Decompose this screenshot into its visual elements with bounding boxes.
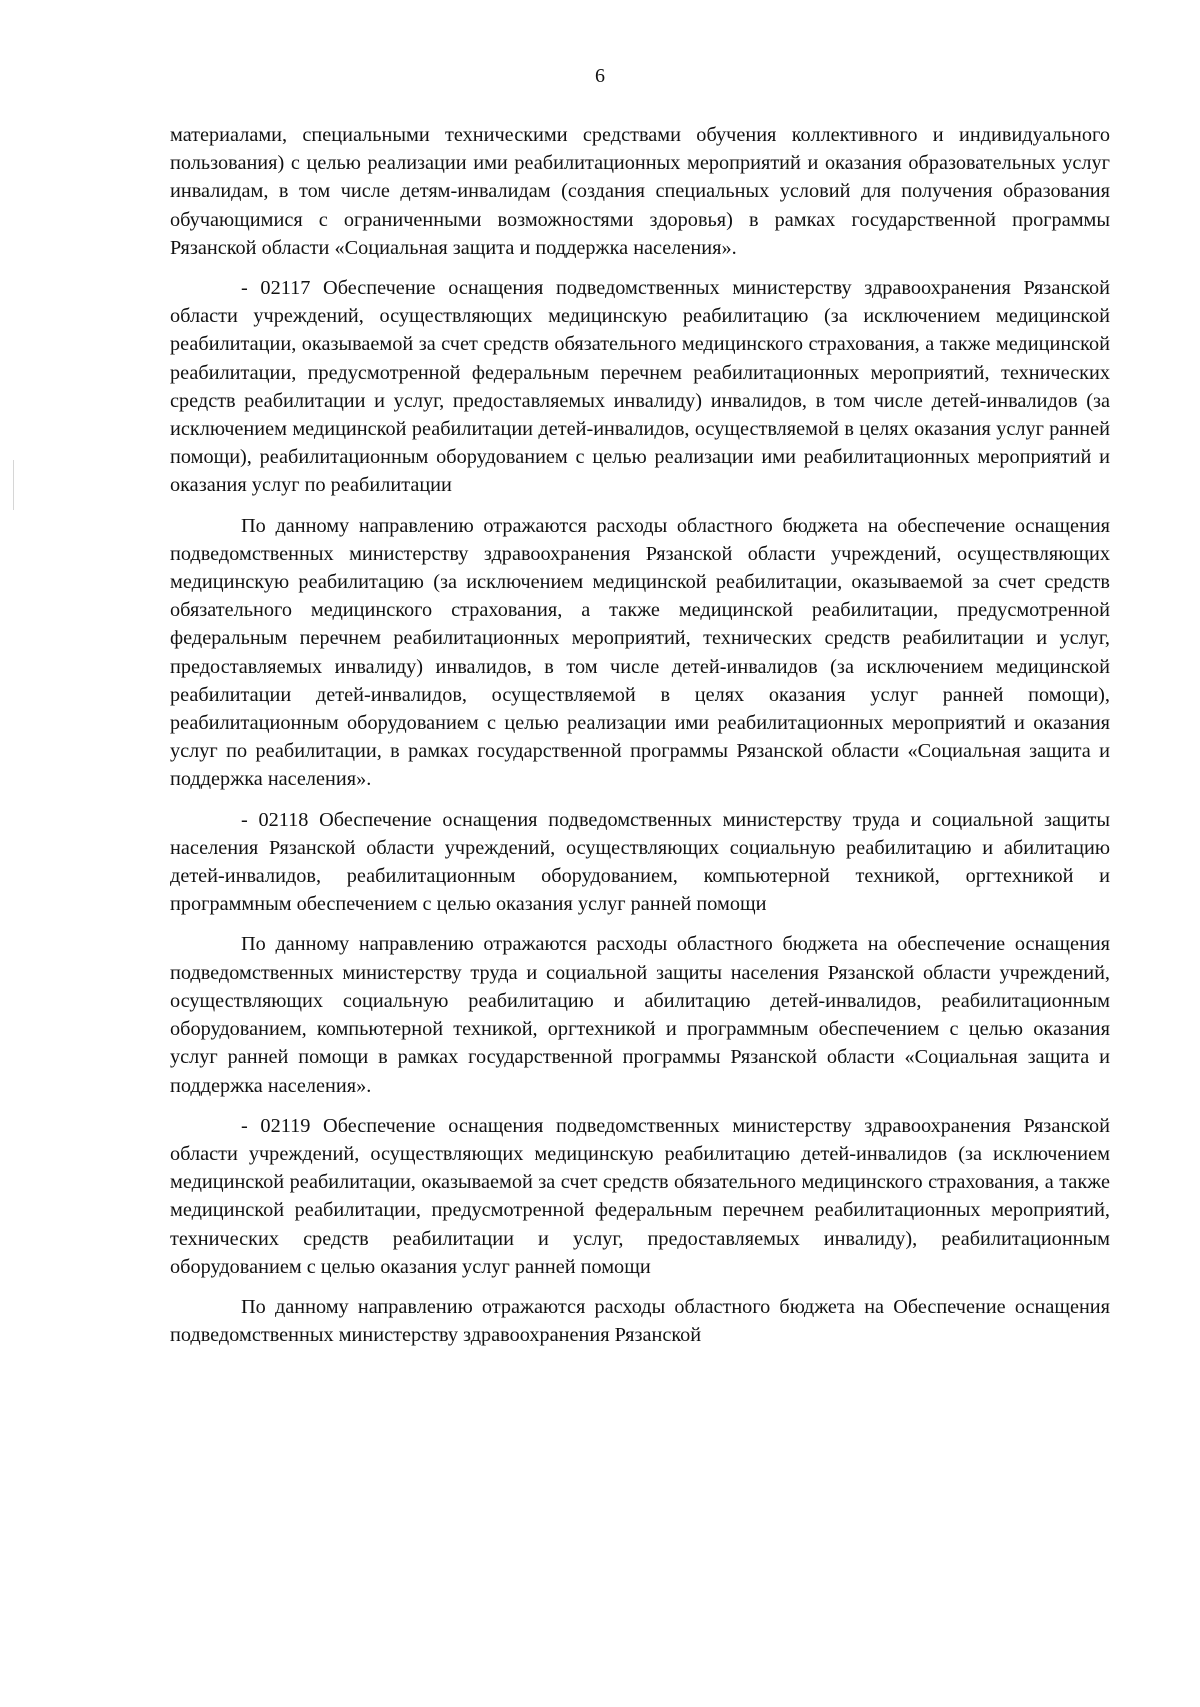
paragraph-continuation: материалами, специальными техническими средствами обучения коллективного и индивидуального пользования) с целью реализации ими реабилитационных мероприятий и оказания образовательных услуг инвалидам, в том числе детям-инвалидам (создания специальных условий для получения образования обучающимися с ограниченными возможностями здоровья) в рамках государственной программы Рязанской области «Социальная защита и поддержка населения». xyxy=(170,124,1110,259)
document-body xyxy=(170,121,1110,1349)
paragraph-description-02118: По данному направлению отражаются расходы областного бюджета на обеспечение оснащения подведомственных министерству труда и социальной защиты населения Рязанской области учреждений, осуществляющих социальную реабилитацию и абилитацию детей-инвалидов, реабилитационным оборудованием, компьютерной техникой, оргтехникой и программным обеспечением с целью оказания услуг ранней помощи в рамках государственной программы Рязанской области «Социальная защита и поддержка населения». xyxy=(170,933,1110,1097)
page-number: 6 xyxy=(595,65,605,87)
paragraph-description-02117: По данному направлению отражаются расходы областного бюджета на обеспечение оснащения подведомственных министерству здравоохранения Рязанской области учреждений, осуществляющих медицинскую реабилитацию (за исключением медицинской реабилитации, оказываемой за счет средств обязательного медицинского страхования, а также медицинской реабилитации, предусмотренной федеральным перечнем реабилитационных мероприятий, технических средств реабилитации и услуг, предоставляемых инвалиду) инвалидов, в том числе детей-инвалидов (за исключением медицинской реабилитации детей-инвалидов, осуществляемой в целях оказания услуг ранней помощи), реабилитационным оборудованием с целью реализации ими реабилитационных мероприятий и оказания услуг по реабилитации, в рамках государственной программы Рязанской области «Социальная защита и поддержка населения». xyxy=(170,514,1110,791)
paragraph-item-02118: - 02118 Обеспечение оснащения подведомственных министерству труда и социальной защиты населения Рязанской области учреждений, осуществляющих социальную реабилитацию и абилитацию детей-инвалидов, реабилитационным оборудованием, компьютерной техникой, оргтехникой и программным обеспечением с целью оказания услуг ранней помощи xyxy=(170,808,1110,916)
paragraph-item-02117: - 02117 Обеспечение оснащения подведомственных министерству здравоохранения Рязанской области учреждений, осуществляющих медицинскую реабилитацию (за исключением медицинской реабилитации, оказываемой за счет средств обязательного медицинского страхования, а также медицинской реабилитации, предусмотренной федеральным перечнем реабилитационных мероприятий, технических средств реабилитации и услуг, предоставляемых инвалиду) инвалидов, в том числе детей-инвалидов (за исключением медицинской реабилитации детей-инвалидов, осуществляемой в целях оказания услуг ранней помощи), реабилитационным оборудованием с целью реализации ими реабилитационных мероприятий и оказания услуг по реабилитации xyxy=(170,277,1110,497)
scan-edge-mark xyxy=(13,460,14,510)
paragraph-item-02119: - 02119 Обеспечение оснащения подведомственных министерству здравоохранения Рязанской области учреждений, осуществляющих медицинскую реабилитацию детей-инвалидов (за исключением медицинской реабилитации, оказываемой за счет средств обязательного медицинского страхования, а также медицинской реабилитации, предусмотренной федеральным перечнем реабилитационных мероприятий, технических средств реабилитации и услуг, предоставляемых инвалиду), реабилитационным оборудованием с целью оказания услуг ранней помощи xyxy=(170,1114,1110,1278)
paragraph-description-02119: По данному направлению отражаются расходы областного бюджета на Обеспечение оснащения подведомственных министерству здравоохранения Рязанской xyxy=(170,1295,1110,1347)
